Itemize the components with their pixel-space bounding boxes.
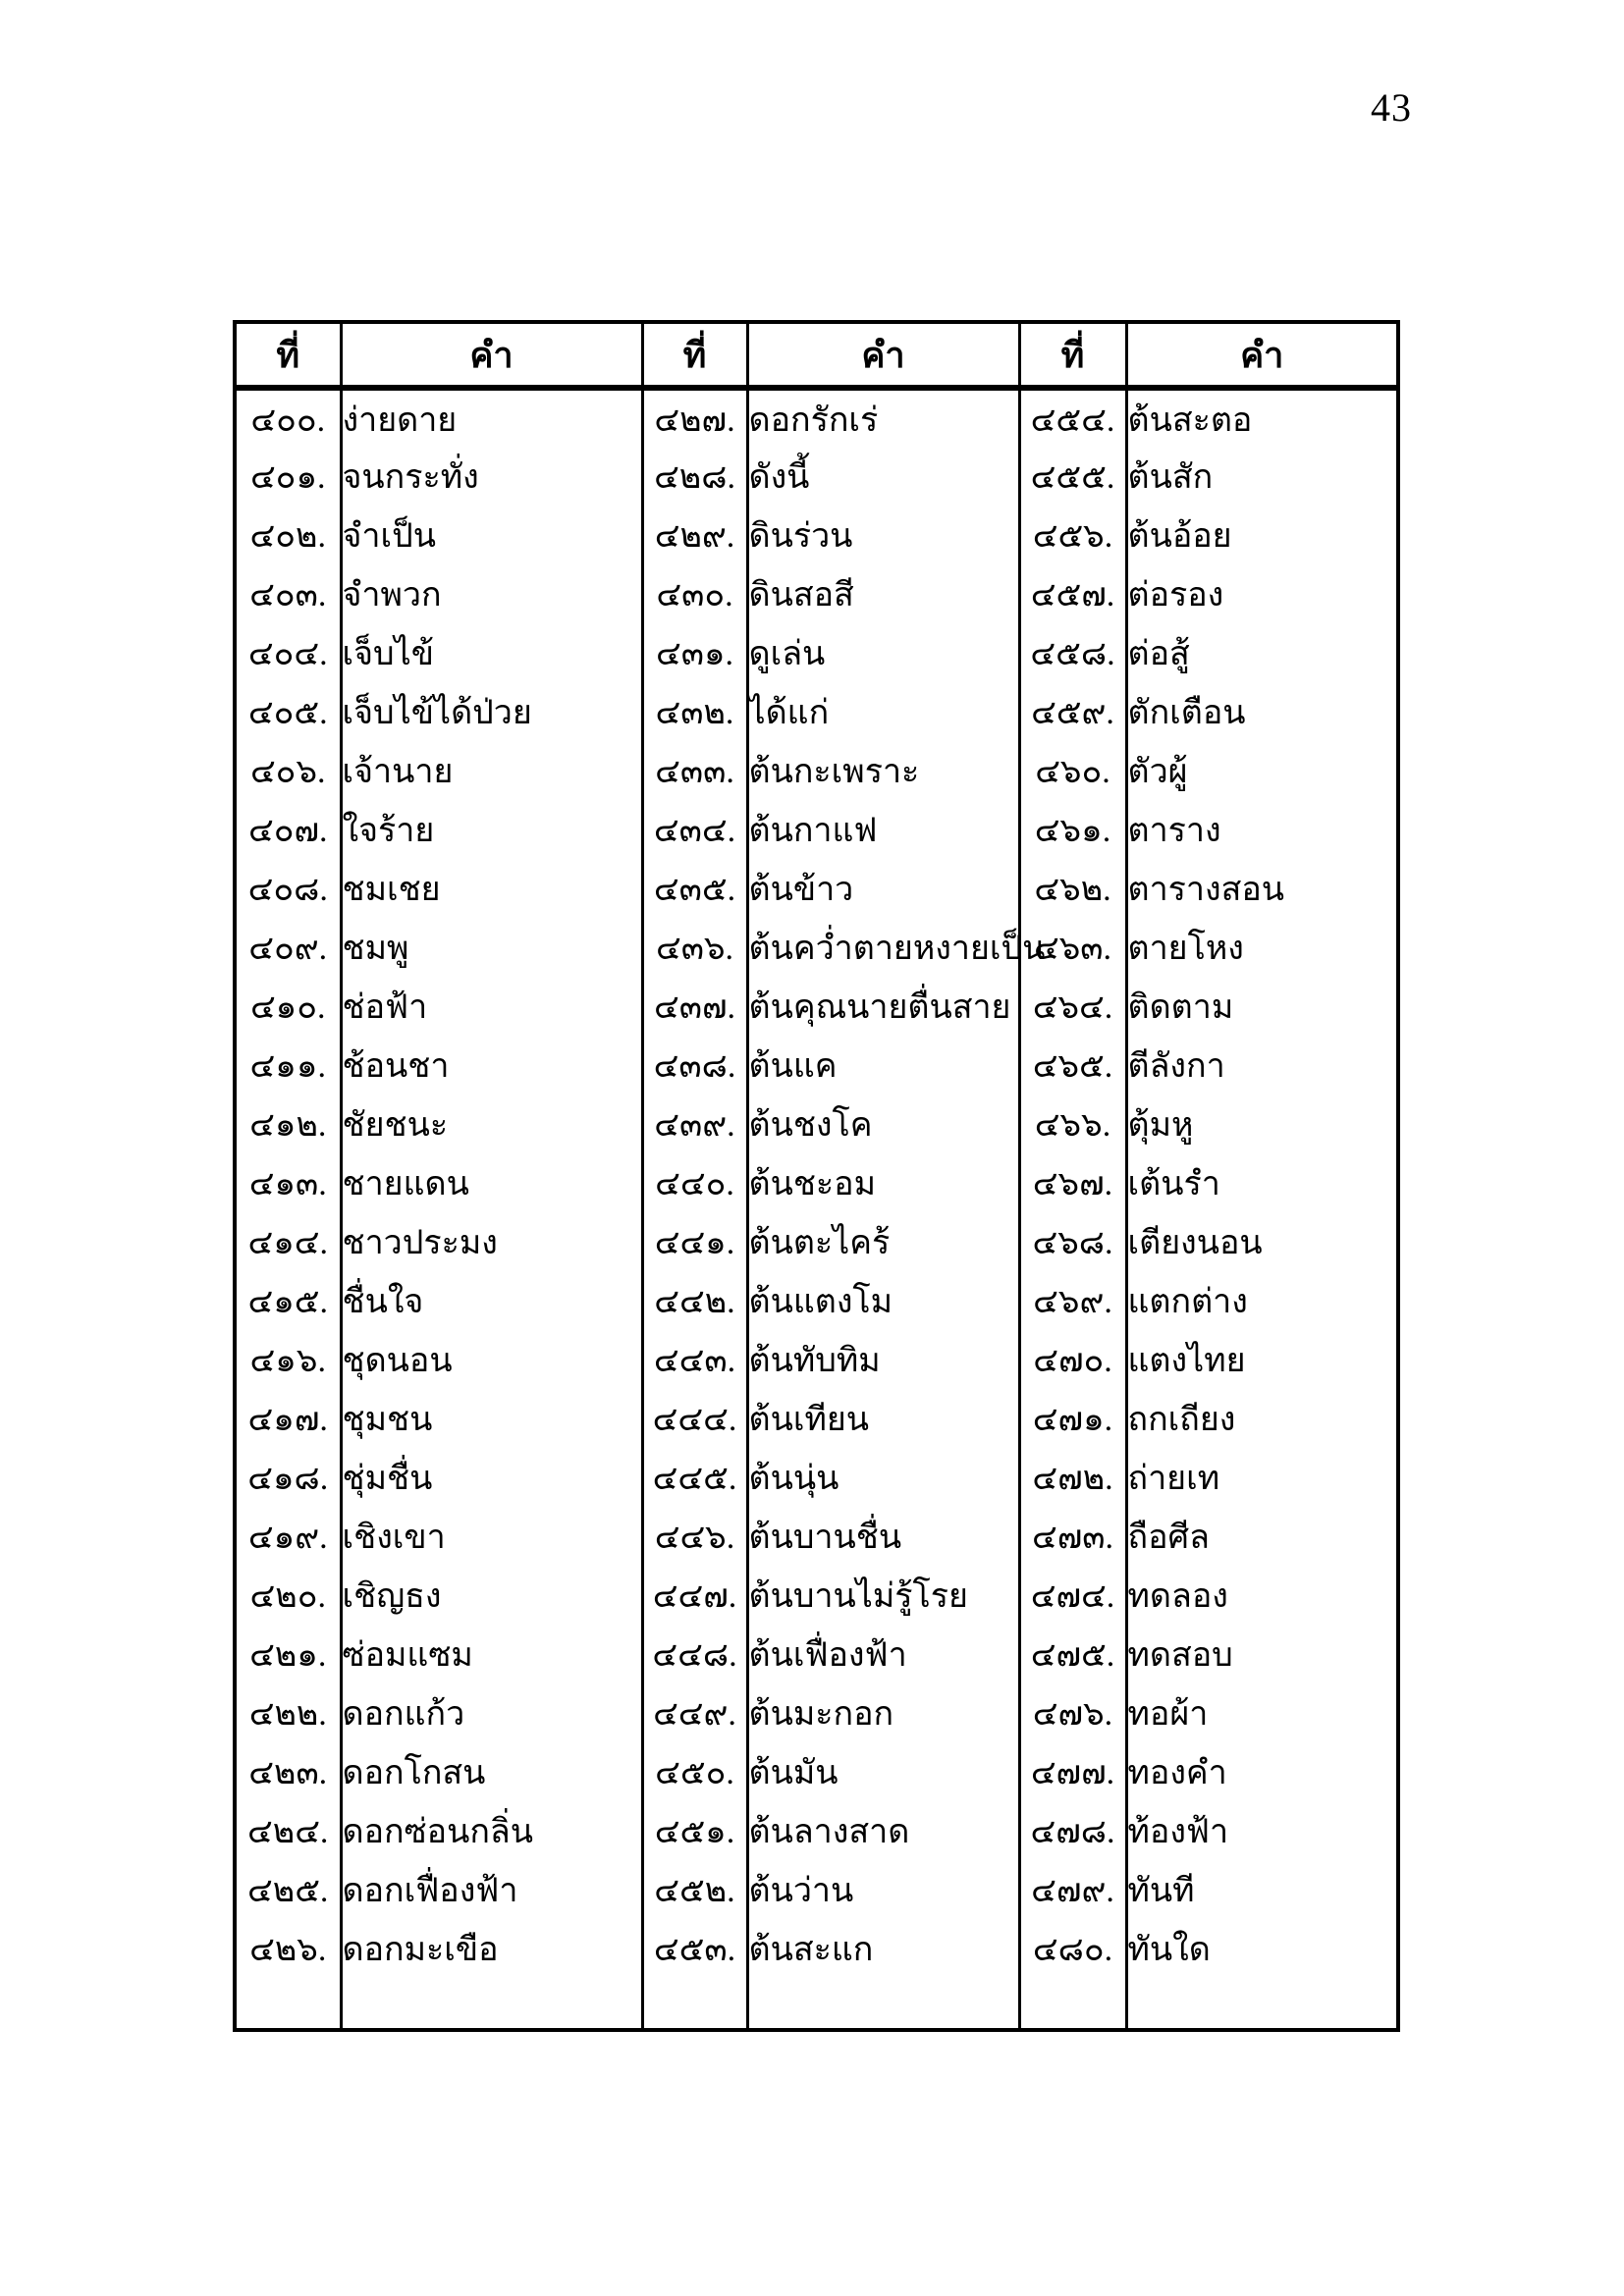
row-number-cell: ๔๖๑.: [1019, 800, 1126, 859]
word-cell: เชิญธง: [341, 1566, 642, 1625]
header-no-3: ที่: [1019, 322, 1126, 388]
word-cell: จำเป็น: [341, 506, 642, 564]
header-no-1: ที่: [235, 322, 341, 388]
row-number-cell: ๔๖๔.: [1019, 977, 1126, 1036]
row-number-cell: ๔๑๕.: [235, 1271, 341, 1330]
empty-cell: [235, 1978, 341, 2030]
row-number-cell: ๔๖๒.: [1019, 859, 1126, 918]
row-number-cell: ๔๒๕.: [235, 1860, 341, 1919]
word-cell: ชัยชนะ: [341, 1095, 642, 1153]
word-cell: จำพวก: [341, 564, 642, 623]
row-number-cell: ๔๔๕.: [642, 1448, 747, 1507]
table-row: [235, 388, 1398, 447]
row-number-cell: ๔๔๑.: [642, 1212, 747, 1271]
word-cell: ตีลังกา: [1126, 1036, 1398, 1095]
word-cell: ชุดนอน: [341, 1330, 642, 1389]
header-word-1: คำ: [341, 322, 642, 388]
word-cell: ต้นมะกอก: [747, 1683, 1019, 1742]
empty-cell: [1019, 1978, 1126, 2030]
table-row: [235, 1389, 1398, 1448]
word-cell: ต้นสะตอ: [1126, 388, 1398, 447]
word-cell: ต้นมัน: [747, 1742, 1019, 1801]
header-word-3: คำ: [1126, 322, 1398, 388]
row-number-cell: ๔๐๔.: [235, 623, 341, 682]
row-number-cell: ๔๕๖.: [1019, 506, 1126, 564]
word-cell: ทันที: [1126, 1860, 1398, 1919]
empty-cell: [341, 1978, 642, 2030]
table-filler-row: [235, 1978, 1398, 2030]
word-cell: ดินสอสี: [747, 564, 1019, 623]
row-number-cell: ๔๖๗.: [1019, 1153, 1126, 1212]
word-cell: ต้นกะเพราะ: [747, 741, 1019, 800]
word-cell: ต้นคุณนายตื่นสาย: [747, 977, 1019, 1036]
row-number-cell: ๔๑๘.: [235, 1448, 341, 1507]
row-number-cell: ๔๓๖.: [642, 918, 747, 977]
table-row: [235, 1507, 1398, 1566]
word-cell: ทดลอง: [1126, 1566, 1398, 1625]
table-row: [235, 447, 1398, 506]
row-number-cell: ๔๒๔.: [235, 1801, 341, 1860]
row-number-cell: ๔๔๐.: [642, 1153, 747, 1212]
word-cell: เตียงนอน: [1126, 1212, 1398, 1271]
word-cell: ต้นว่าน: [747, 1860, 1019, 1919]
word-cell: ได้แก่: [747, 682, 1019, 741]
word-cell: ดินร่วน: [747, 506, 1019, 564]
table-row: [235, 1330, 1398, 1389]
table-row: [235, 918, 1398, 977]
word-cell: ตักเตือน: [1126, 682, 1398, 741]
row-number-cell: ๔๕๓.: [642, 1919, 747, 1978]
word-cell: ทดสอบ: [1126, 1625, 1398, 1683]
word-cell: ชมพู: [341, 918, 642, 977]
row-number-cell: ๔๘๐.: [1019, 1919, 1126, 1978]
row-number-cell: ๔๗๕.: [1019, 1625, 1126, 1683]
row-number-cell: ๔๐๐.: [235, 388, 341, 447]
row-number-cell: ๔๔๔.: [642, 1389, 747, 1448]
word-cell: ดอกรักเร่: [747, 388, 1019, 447]
word-cell: ต้นแค: [747, 1036, 1019, 1095]
word-cell: แตกต่าง: [1126, 1271, 1398, 1330]
word-cell: ถกเถียง: [1126, 1389, 1398, 1448]
row-number-cell: ๔๗๖.: [1019, 1683, 1126, 1742]
table-row: [235, 1683, 1398, 1742]
table-row: [235, 1448, 1398, 1507]
row-number-cell: ๔๔๒.: [642, 1271, 747, 1330]
empty-cell: [642, 1978, 747, 2030]
row-number-cell: ๔๗๙.: [1019, 1860, 1126, 1919]
table-row: [235, 1212, 1398, 1271]
row-number-cell: ๔๑๙.: [235, 1507, 341, 1566]
table-row: [235, 1095, 1398, 1153]
word-cell: ดอกโกสน: [341, 1742, 642, 1801]
table-row: [235, 1153, 1398, 1212]
row-number-cell: ๔๒๑.: [235, 1625, 341, 1683]
row-number-cell: ๔๔๙.: [642, 1683, 747, 1742]
word-cell: ต้นชะอม: [747, 1153, 1019, 1212]
row-number-cell: ๔๓๐.: [642, 564, 747, 623]
row-number-cell: ๔๗๓.: [1019, 1507, 1126, 1566]
row-number-cell: ๔๐๒.: [235, 506, 341, 564]
word-cell: เจ็บไข้: [341, 623, 642, 682]
word-cell: ต้นคว่ำตายหงายเป็น: [747, 918, 1019, 977]
table-row: [235, 1566, 1398, 1625]
row-number-cell: ๔๑๐.: [235, 977, 341, 1036]
word-cell: ดอกมะเขือ: [341, 1919, 642, 1978]
word-cell: เจ้านาย: [341, 741, 642, 800]
row-number-cell: ๔๗๑.: [1019, 1389, 1126, 1448]
word-cell: ช้อนชา: [341, 1036, 642, 1095]
row-number-cell: ๔๗๐.: [1019, 1330, 1126, 1389]
row-number-cell: ๔๖๓.: [1019, 918, 1126, 977]
word-cell: เชิงเขา: [341, 1507, 642, 1566]
word-cell: ต้นนุ่น: [747, 1448, 1019, 1507]
row-number-cell: ๔๓๔.: [642, 800, 747, 859]
word-cell: ต้นลางสาด: [747, 1801, 1019, 1860]
row-number-cell: ๔๔๓.: [642, 1330, 747, 1389]
word-cell: ตัวผู้: [1126, 741, 1398, 800]
table-row: [235, 1625, 1398, 1683]
word-cell: เจ็บไข้ได้ป่วย: [341, 682, 642, 741]
word-cell: ทอผ้า: [1126, 1683, 1398, 1742]
row-number-cell: ๔๗๔.: [1019, 1566, 1126, 1625]
row-number-cell: ๔๑๒.: [235, 1095, 341, 1153]
empty-cell: [747, 1978, 1019, 2030]
word-cell: เต้นรำ: [1126, 1153, 1398, 1212]
word-cell: ดูเล่น: [747, 623, 1019, 682]
row-number-cell: ๔๐๖.: [235, 741, 341, 800]
table-body: [235, 388, 1398, 2030]
row-number-cell: ๔๑๓.: [235, 1153, 341, 1212]
word-cell: ช่อฟ้า: [341, 977, 642, 1036]
row-number-cell: ๔๐๗.: [235, 800, 341, 859]
row-number-cell: ๔๒๒.: [235, 1683, 341, 1742]
word-cell: ตาราง: [1126, 800, 1398, 859]
word-cell: ทันใด: [1126, 1919, 1398, 1978]
row-number-cell: ๔๓๑.: [642, 623, 747, 682]
row-number-cell: ๔๑๖.: [235, 1330, 341, 1389]
word-cell: ดอกแก้ว: [341, 1683, 642, 1742]
table-row: [235, 564, 1398, 623]
word-cell: ถือศีล: [1126, 1507, 1398, 1566]
row-number-cell: ๔๗๗.: [1019, 1742, 1126, 1801]
row-number-cell: ๔๖๘.: [1019, 1212, 1126, 1271]
row-number-cell: ๔๓๘.: [642, 1036, 747, 1095]
row-number-cell: ๔๑๑.: [235, 1036, 341, 1095]
row-number-cell: ๔๕๐.: [642, 1742, 747, 1801]
table-row: [235, 977, 1398, 1036]
word-cell: ง่ายดาย: [341, 388, 642, 447]
page-number: 43: [1371, 85, 1412, 130]
row-number-cell: ๔๐๘.: [235, 859, 341, 918]
word-cell: ต้นทับทิม: [747, 1330, 1019, 1389]
row-number-cell: ๔๓๗.: [642, 977, 747, 1036]
word-cell: ต้นบานไม่รู้โรย: [747, 1566, 1019, 1625]
row-number-cell: ๔๕๔.: [1019, 388, 1126, 447]
table-row: [235, 682, 1398, 741]
row-number-cell: ๔๒๐.: [235, 1566, 341, 1625]
row-number-cell: ๔๔๗.: [642, 1566, 747, 1625]
row-number-cell: ๔๖๕.: [1019, 1036, 1126, 1095]
row-number-cell: ๔๓๓.: [642, 741, 747, 800]
word-cell: แตงไทย: [1126, 1330, 1398, 1389]
word-cell: ถ่ายเท: [1126, 1448, 1398, 1507]
row-number-cell: ๔๕๘.: [1019, 623, 1126, 682]
word-cell: ต้นอ้อย: [1126, 506, 1398, 564]
word-cell: ดังนี้: [747, 447, 1019, 506]
word-cell: ใจร้าย: [341, 800, 642, 859]
word-cell: ต้นแตงโม: [747, 1271, 1019, 1330]
table-row: [235, 1036, 1398, 1095]
row-number-cell: ๔๒๙.: [642, 506, 747, 564]
row-number-cell: ๔๒๗.: [642, 388, 747, 447]
word-cell: จนกระทั่ง: [341, 447, 642, 506]
table-row: [235, 1801, 1398, 1860]
word-cell: ชายแดน: [341, 1153, 642, 1212]
row-number-cell: ๔๒๖.: [235, 1919, 341, 1978]
row-number-cell: ๔๑๔.: [235, 1212, 341, 1271]
table-row: [235, 623, 1398, 682]
word-cell: ชาวประมง: [341, 1212, 642, 1271]
word-cell: ดอกซ่อนกลิ่น: [341, 1801, 642, 1860]
row-number-cell: ๔๕๑.: [642, 1801, 747, 1860]
word-cell: ชุ่มชื่น: [341, 1448, 642, 1507]
row-number-cell: ๔๑๗.: [235, 1389, 341, 1448]
row-number-cell: ๔๐๙.: [235, 918, 341, 977]
row-number-cell: ๔๕๒.: [642, 1860, 747, 1919]
table-row: [235, 859, 1398, 918]
table-row: [235, 800, 1398, 859]
row-number-cell: ๔๒๘.: [642, 447, 747, 506]
row-number-cell: ๔๐๓.: [235, 564, 341, 623]
row-number-cell: ๔๖๙.: [1019, 1271, 1126, 1330]
row-number-cell: ๔๒๓.: [235, 1742, 341, 1801]
word-cell: ต้นข้าว: [747, 859, 1019, 918]
table-row: [235, 506, 1398, 564]
word-cell: ต้นเทียน: [747, 1389, 1019, 1448]
header-no-2: ที่: [642, 322, 747, 388]
row-number-cell: ๔๖๐.: [1019, 741, 1126, 800]
row-number-cell: ๔๗๒.: [1019, 1448, 1126, 1507]
word-cell: ตุ้มหู: [1126, 1095, 1398, 1153]
word-cell: ตารางสอน: [1126, 859, 1398, 918]
word-cell: ต้นสะแก: [747, 1919, 1019, 1978]
word-cell: ชุมชน: [341, 1389, 642, 1448]
word-cell: ท้องฟ้า: [1126, 1801, 1398, 1860]
row-number-cell: ๔๕๕.: [1019, 447, 1126, 506]
row-number-cell: ๔๓๕.: [642, 859, 747, 918]
table-header: [235, 322, 1398, 388]
word-cell: ทองคำ: [1126, 1742, 1398, 1801]
word-cell: ต้นกาแฟ: [747, 800, 1019, 859]
row-number-cell: ๔๐๕.: [235, 682, 341, 741]
table-row: [235, 1742, 1398, 1801]
word-cell: ต้นชงโค: [747, 1095, 1019, 1153]
row-number-cell: ๔๖๖.: [1019, 1095, 1126, 1153]
table-row: [235, 741, 1398, 800]
word-cell: ต้นเฟื่องฟ้า: [747, 1625, 1019, 1683]
row-number-cell: ๔๕๙.: [1019, 682, 1126, 741]
row-number-cell: ๔๔๖.: [642, 1507, 747, 1566]
table-row: [235, 1271, 1398, 1330]
word-cell: ชมเชย: [341, 859, 642, 918]
row-number-cell: ๔๗๘.: [1019, 1801, 1126, 1860]
row-number-cell: ๔๓๙.: [642, 1095, 747, 1153]
empty-cell: [1126, 1978, 1398, 2030]
table-row: [235, 1860, 1398, 1919]
word-cell: ติดตาม: [1126, 977, 1398, 1036]
word-cell: ตายโหง: [1126, 918, 1398, 977]
word-cell: ซ่อมแซม: [341, 1625, 642, 1683]
row-number-cell: ๔๕๗.: [1019, 564, 1126, 623]
word-cell: ต้นบานชื่น: [747, 1507, 1019, 1566]
word-cell: ต้นสัก: [1126, 447, 1398, 506]
word-cell: ชื่นใจ: [341, 1271, 642, 1330]
word-cell: ต่อรอง: [1126, 564, 1398, 623]
vocabulary-table: [233, 320, 1400, 2032]
row-number-cell: ๔๓๒.: [642, 682, 747, 741]
row-number-cell: ๔๔๘.: [642, 1625, 747, 1683]
row-number-cell: ๔๐๑.: [235, 447, 341, 506]
word-cell: ต่อสู้: [1126, 623, 1398, 682]
header-word-2: คำ: [747, 322, 1019, 388]
table-row: [235, 1919, 1398, 1978]
word-cell: ต้นตะไคร้: [747, 1212, 1019, 1271]
word-cell: ดอกเฟื่องฟ้า: [341, 1860, 642, 1919]
